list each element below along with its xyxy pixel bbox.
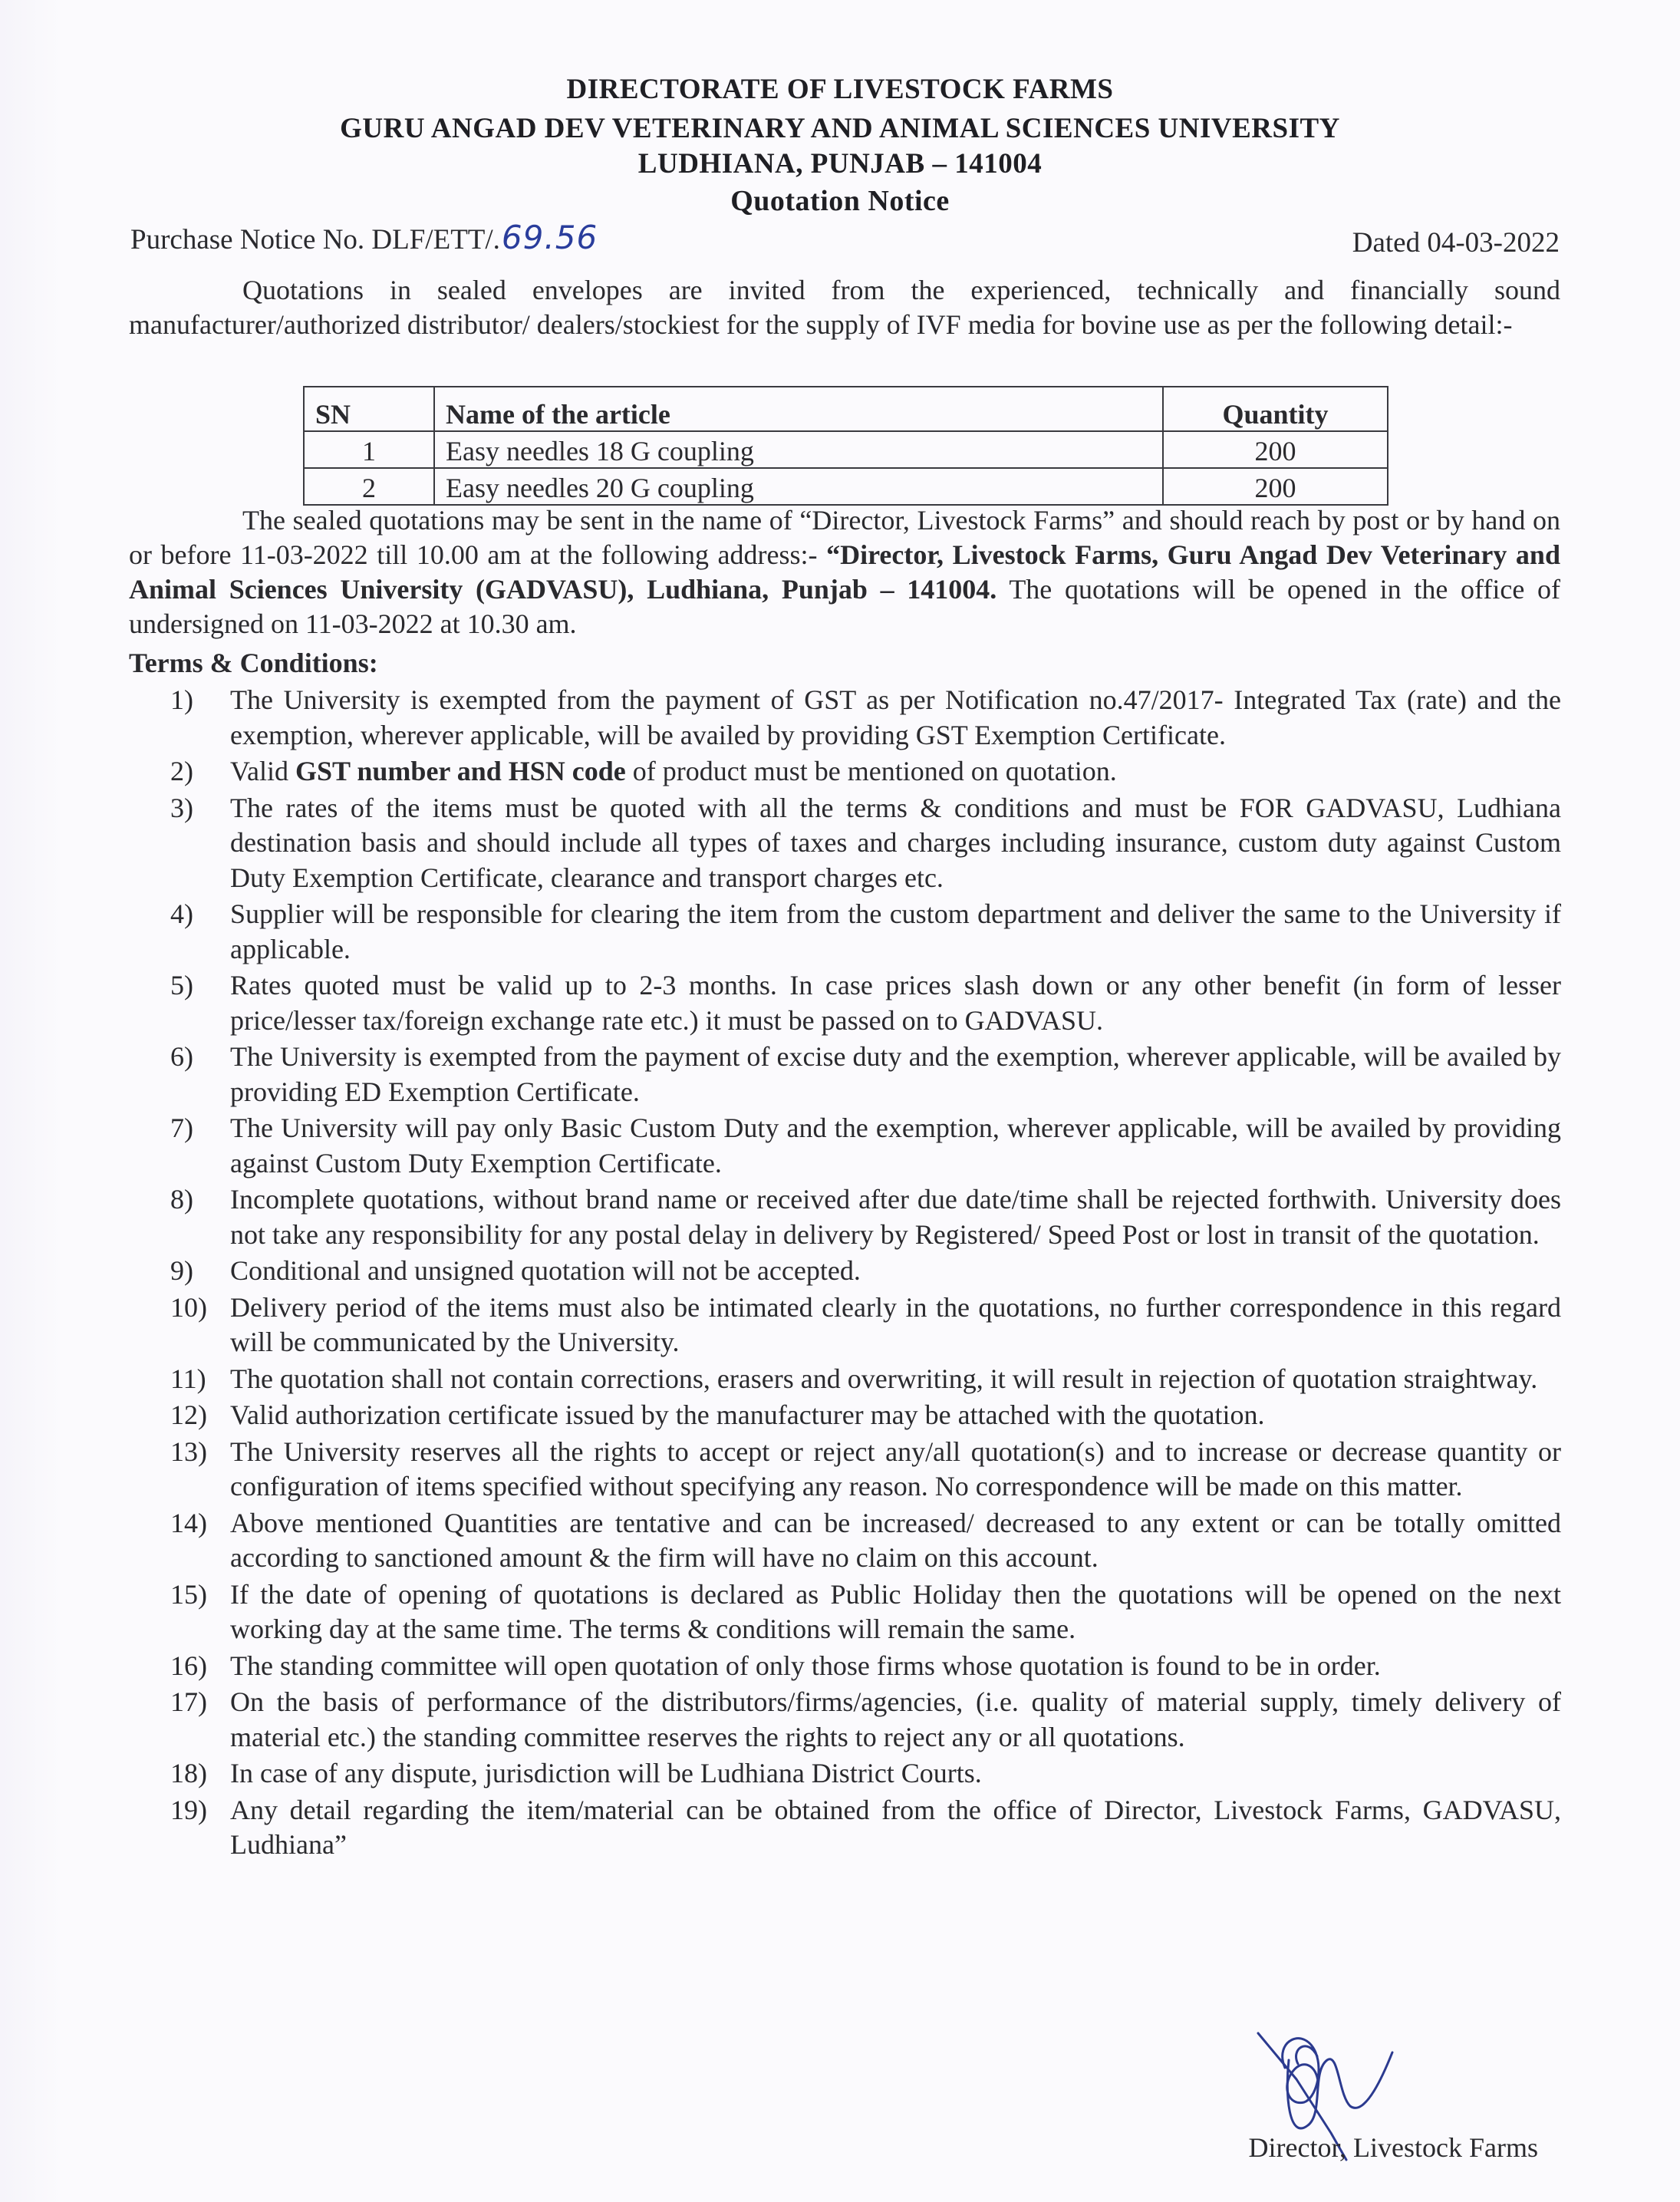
term-number: 16) (170, 1650, 207, 1681)
terms-heading: Terms & Conditions: (129, 648, 378, 678)
term-text: The standing committee will open quotation of only those firms whose quotation is found to be in order. (230, 1650, 1381, 1681)
purchase-notice-prefix: Purchase Notice No. DLF/ETT/. (130, 224, 500, 255)
term-number: 17) (170, 1686, 207, 1717)
term-text-bold: GST number and HSN code (295, 756, 626, 786)
term-text: On the basis of performance of the distributors/firms/agencies, (i.e. quality of material supply, timely delivery of material etc.) the standing committee reserves the rights to reject any or all quotations. (230, 1686, 1561, 1752)
cell-sn: 1 (304, 431, 434, 468)
notice-date: Dated 04-03-2022 (1352, 227, 1560, 259)
term-text: Valid authorization certificate issued by the manufacturer may be attached with the quotation. (230, 1399, 1265, 1430)
term-number: 6) (170, 1041, 193, 1072)
table-row (304, 468, 1388, 505)
term-text-post: of product must be mentioned on quotation. (625, 756, 1117, 786)
term-text: Incomplete quotations, without brand name or received after due date/time shall be rejected forthwith. University does not take any responsibility for any postal delay in delivery by Registered/ Speed Post or lost in transit of the quotation. (230, 1184, 1561, 1250)
term-text: In case of any dispute, jurisdiction will be Ludhiana District Courts. (230, 1758, 982, 1788)
term-text: Supplier will be responsible for clearing the item from the custom department and deliver the same to the University if applicable. (230, 898, 1561, 964)
submission-address: “Director, Livestock Farms, Guru Angad Dev Veterinary and Animal Sciences University (GADVASU), Ludhiana, Punjab – 141004. (129, 539, 1560, 605)
term-text: Delivery period of the items must also be intimated clearly in the quotations, no further correspondence in this regard will be communicated by the University. (230, 1291, 1561, 1357)
term-item (170, 1362, 1561, 1397)
term-item (170, 791, 1561, 896)
cell-quantity: 200 (1163, 468, 1388, 505)
term-number: 8) (170, 1184, 193, 1215)
term-number: 10) (170, 1291, 207, 1323)
term-item (170, 683, 1561, 753)
term-text: Any detail regarding the item/material can be obtained from the office of Director, Livestock Farms, GADVASU, Ludhiana” (230, 1794, 1561, 1860)
term-number: 12) (170, 1399, 207, 1430)
purchase-notice-line (130, 219, 598, 256)
term-item (170, 1435, 1561, 1505)
term-number: 4) (170, 898, 193, 929)
term-number: 3) (170, 792, 193, 823)
term-item (170, 1182, 1561, 1252)
header-quantity: Quantity (1163, 387, 1388, 431)
table-row (304, 431, 1388, 468)
submission-text: The sealed quotations may be sent in the name of “Director, Livestock Farms” and should reach by post or by hand on or before 11-03-2022 till 10.00 am at the following address:- (129, 505, 1560, 570)
term-number: 9) (170, 1255, 193, 1286)
directorate-heading: DIRECTORATE OF LIVESTOCK FARMS (566, 74, 1114, 105)
cell-article-name: Easy needles 20 G coupling (434, 468, 1163, 505)
cell-quantity: 200 (1163, 431, 1388, 468)
header-sn: SN (304, 387, 434, 431)
intro-paragraph: Quotations in sealed envelopes are invited from the experienced, technically and financially sound manufacturer/authorized distributor/ dealers/stockiest for the supply of IVF media for bovine use as per the following detail:- (129, 275, 1560, 340)
term-text: If the date of opening of quotations is declared as Public Holiday then the quotations will be opened on the next working day at the same time. The terms & conditions will remain the same. (230, 1578, 1561, 1644)
term-number: 15) (170, 1578, 207, 1610)
term-text: The University is exempted from the payment of excise duty and the exemption, wherever applicable, will be availed by providing ED Exemption Certificate. (230, 1041, 1561, 1107)
term-text: The rates of the items must be quoted with all the terms & conditions and must be FOR GADVASU, Ludhiana destination basis and should include all types of taxes and charges including insurance, custom duty against Custom Duty Exemption Certificate, clearance and transport charges etc. (230, 792, 1561, 893)
term-number: 11) (170, 1363, 206, 1394)
term-item (170, 1398, 1561, 1433)
cell-sn: 2 (304, 468, 434, 505)
submission-paragraph (129, 503, 1560, 641)
cell-article-name: Easy needles 18 G coupling (434, 431, 1163, 468)
term-text: The quotation shall not contain corrections, erasers and overwriting, it will result in rejection of quotation straightway. (230, 1363, 1538, 1394)
terms-list (170, 683, 1561, 1864)
term-item (170, 1685, 1561, 1755)
term-item (170, 1111, 1561, 1181)
term-item (170, 1577, 1561, 1647)
term-text: Conditional and unsigned quotation will not be accepted. (230, 1255, 861, 1286)
term-item (170, 1254, 1561, 1289)
term-item (170, 1649, 1561, 1684)
term-text: Rates quoted must be valid up to 2-3 months. In case prices slash down or any other benefit (in form of lesser price/lesser tax/foreign exchange rate etc.) it must be passed on to GADVASU. (230, 970, 1561, 1036)
term-item (170, 897, 1561, 967)
document-title: Quotation Notice (730, 185, 950, 217)
term-number: 19) (170, 1794, 207, 1825)
term-text-pre: Valid (230, 756, 295, 786)
term-text: The University is exempted from the payment of GST as per Notification no.47/2017- Integrated Tax (rate) and the exemption, wherever applicable, will be availed by providing GST Exemption Certificate. (230, 684, 1561, 750)
term-number: 14) (170, 1507, 207, 1538)
term-text: The University reserves all the rights to accept or reject any/all quotation(s) and to increase or decrease quantity or configuration of items specified without specifying any reason. No correspondence will be made on this matter. (230, 1436, 1561, 1502)
term-text: The University will pay only Basic Custom Duty and the exemption, wherever applicable, will be availed by providing against Custom Duty Exemption Certificate. (230, 1113, 1561, 1178)
term-item (170, 754, 1561, 789)
term-item (170, 1040, 1561, 1109)
location-heading: LUDHIANA, PUNJAB – 141004 (637, 148, 1043, 180)
table-header-row (304, 387, 1388, 431)
term-item (170, 1756, 1561, 1792)
term-number: 5) (170, 970, 193, 1000)
items-table (303, 386, 1388, 506)
university-heading: GURU ANGAD DEV VETERINARY AND ANIMAL SCIENCES UNIVERSITY (340, 113, 1340, 144)
header-article-name: Name of the article (434, 387, 1163, 431)
term-item (170, 968, 1561, 1038)
term-item (170, 1291, 1561, 1360)
term-number: 7) (170, 1113, 193, 1143)
term-item (170, 1506, 1561, 1576)
term-number: 13) (170, 1436, 207, 1467)
signatory-title: Director, Livestock Farms (1248, 2132, 1538, 2163)
term-text: Above mentioned Quantities are tentative and can be increased/ decreased to any extent or can be totally omitted according to sanctioned amount & the firm will have no claim on this account. (230, 1507, 1561, 1573)
term-number: 1) (170, 684, 193, 715)
term-number: 2) (170, 756, 193, 786)
handwritten-notice-number: 69.56 (501, 219, 598, 256)
opening-text: The quotations will be opened in the office of undersigned on 11-03-2022 at 10.30 am. (129, 574, 1560, 639)
term-number: 18) (170, 1758, 207, 1788)
term-item (170, 1793, 1561, 1863)
